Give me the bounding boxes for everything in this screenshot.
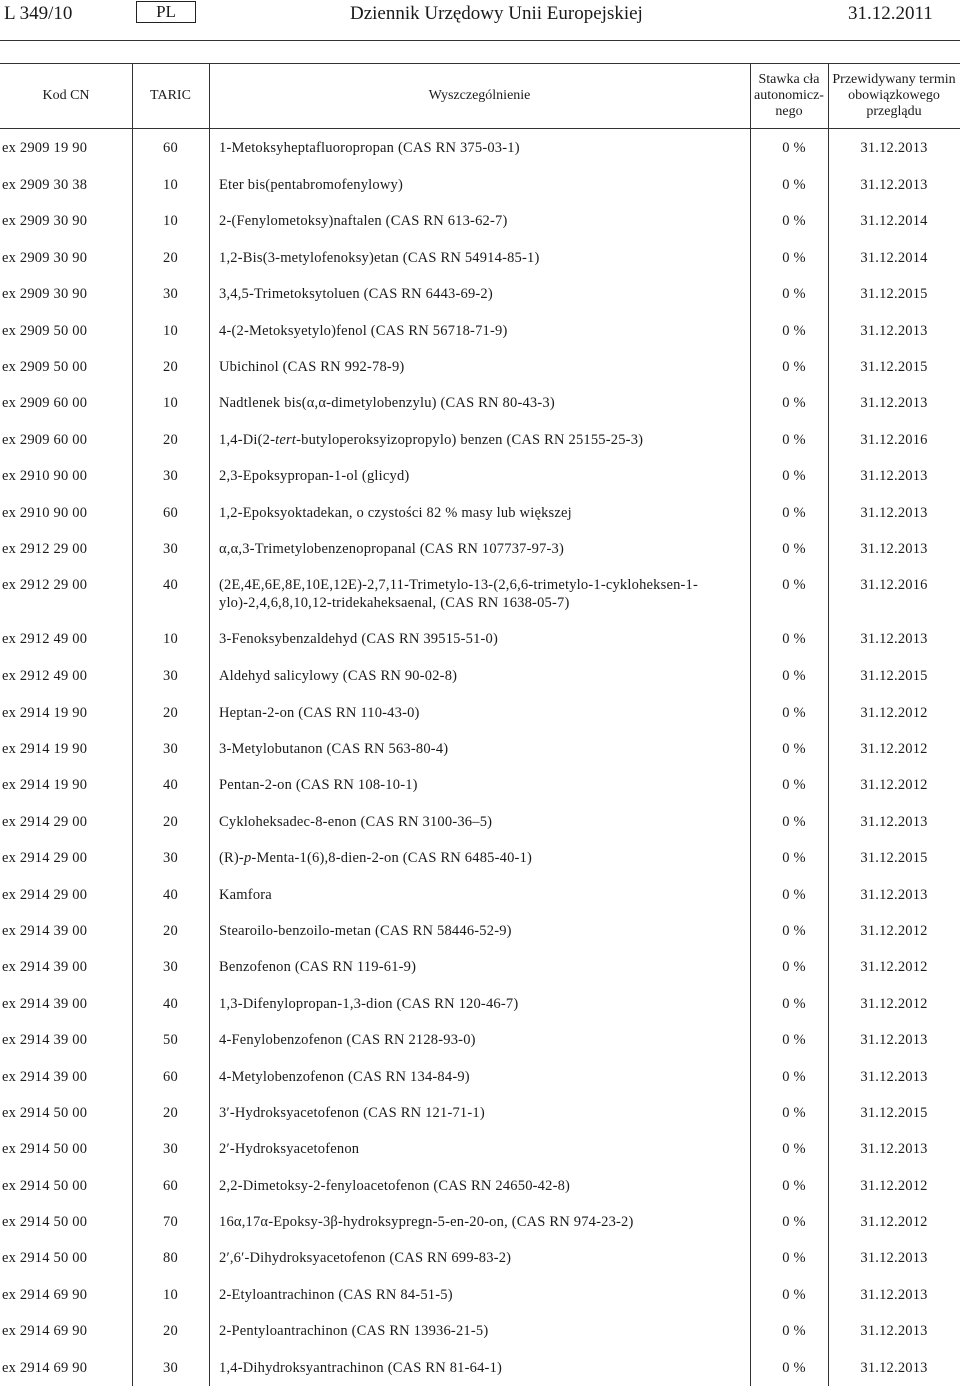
duty-rate-cell: 0 % xyxy=(782,850,806,866)
description-cell: 3-Fenoksybenzaldehyd (CAS RN 39515-51-0) xyxy=(219,631,499,647)
taric-code-cell: 20 xyxy=(163,1105,178,1121)
taric-code-cell: 30 xyxy=(163,1141,178,1157)
column-divider xyxy=(209,63,210,1386)
header-rule xyxy=(0,40,960,41)
description-cell: 2-(Fenylometoksy)naftalen (CAS RN 613-62-7) xyxy=(219,213,508,229)
taric-code-cell: 20 xyxy=(163,705,178,721)
duty-rate-cell: 0 % xyxy=(782,887,806,903)
description-cell: 3-Metylobutanon (CAS RN 563-80-4) xyxy=(219,741,449,757)
duty-rate-cell: 0 % xyxy=(782,468,806,484)
cn-code-cell: ex 2914 39 00 xyxy=(2,1069,88,1085)
duty-rate-cell: 0 % xyxy=(782,432,806,448)
description-cell: (2E,4E,6E,8E,10E,12E)-2,7,11-Trimetylo-13-(2,6,6-trimetylo-1-cykloheksen-1-ylo)-2,4,6,8,10,12-tridekaheksaenal, (CAS RN 1638-05-7) xyxy=(219,577,699,611)
description-cell: 4-(2-Metoksyetylo)fenol (CAS RN 56718-71-9) xyxy=(219,323,508,339)
cn-code-cell: ex 2914 29 00 xyxy=(2,887,88,903)
description-cell: 16α,17α-Epoksy-3β-hydroksypregn-5-en-20-on, (CAS RN 974-23-2) xyxy=(219,1214,634,1230)
description-cell: 2-Etyloantrachinon (CAS RN 84-51-5) xyxy=(219,1287,453,1303)
description-cell xyxy=(219,431,749,449)
taric-code-cell: 10 xyxy=(163,395,178,411)
review-date-cell: 31.12.2015 xyxy=(860,359,928,375)
cn-code-cell: ex 2914 29 00 xyxy=(2,850,88,866)
taric-code-cell: 60 xyxy=(163,140,178,156)
description-cell: Nadtlenek bis(α,α-dimetylobenzylu) (CAS RN 80-43-3) xyxy=(219,395,555,411)
review-date-cell: 31.12.2013 xyxy=(860,1287,928,1303)
taric-code-cell: 30 xyxy=(163,541,178,557)
duty-rate-cell: 0 % xyxy=(782,959,806,975)
taric-code-cell: 40 xyxy=(163,887,178,903)
review-date-cell: 31.12.2015 xyxy=(860,286,928,302)
taric-code-cell: 10 xyxy=(163,213,178,229)
duty-rate-cell: 0 % xyxy=(782,1105,806,1121)
duty-rate-cell: 0 % xyxy=(782,541,806,557)
cn-code-cell: ex 2914 39 00 xyxy=(2,923,88,939)
taric-code-cell: 80 xyxy=(163,1250,178,1266)
cn-code-cell: ex 2909 30 90 xyxy=(2,286,88,302)
cn-code-cell: ex 2914 50 00 xyxy=(2,1250,88,1266)
description-cell: 1,3-Difenylopropan-1,3-dion (CAS RN 120-46-7) xyxy=(219,996,519,1012)
description-cell: 2′,6′-Dihydroksyacetofenon (CAS RN 699-83-2) xyxy=(219,1250,512,1266)
review-date-cell: 31.12.2015 xyxy=(860,668,928,684)
cn-code-cell: ex 2910 90 00 xyxy=(2,468,88,484)
description-text: (R)- xyxy=(219,850,244,866)
description-cell: 3,4,5-Trimetoksytoluen (CAS RN 6443-69-2) xyxy=(219,286,493,302)
review-date-cell: 31.12.2012 xyxy=(860,1178,928,1194)
cn-code-cell: ex 2910 90 00 xyxy=(2,505,88,521)
description-cell: Eter bis(pentabromofenylowy) xyxy=(219,177,403,193)
cn-code-cell: ex 2909 30 90 xyxy=(2,250,88,266)
cn-code-cell: ex 2914 50 00 xyxy=(2,1214,88,1230)
description-cell: 1,4-Dihydroksyantrachinon (CAS RN 81-64-1) xyxy=(219,1360,503,1376)
duty-rate-cell: 0 % xyxy=(782,777,806,793)
page-header xyxy=(0,0,960,40)
duty-rate-cell: 0 % xyxy=(782,631,806,647)
duty-rate-cell: 0 % xyxy=(782,140,806,156)
description-text: -butyloperoksyizopropylo) benzen (CAS RN 25155-25-3) xyxy=(296,432,644,448)
cn-code-cell: ex 2909 60 00 xyxy=(2,432,88,448)
review-date-cell: 31.12.2012 xyxy=(860,705,928,721)
description-cell: 2′-Hydroksyacetofenon xyxy=(219,1141,360,1157)
cn-code-cell: ex 2914 39 00 xyxy=(2,1032,88,1048)
duty-rate-cell: 0 % xyxy=(782,577,806,593)
taric-code-cell: 20 xyxy=(163,250,178,266)
review-date-cell: 31.12.2013 xyxy=(860,1141,928,1157)
review-date-cell: 31.12.2014 xyxy=(860,250,928,266)
page-number: L 349/10 xyxy=(4,3,73,24)
description-cell: Aldehyd salicylowy (CAS RN 90-02-8) xyxy=(219,668,458,684)
column-header-review-date: Przewidywany termin obowiązkowego przeglądu xyxy=(832,71,956,119)
taric-code-cell: 30 xyxy=(163,668,178,684)
description-italic-text: p xyxy=(243,850,252,866)
duty-rate-cell: 0 % xyxy=(782,250,806,266)
cn-code-cell: ex 2914 19 90 xyxy=(2,705,88,721)
description-text: -Menta-1(6),8-dien-2-on (CAS RN 6485-40-1) xyxy=(251,850,533,866)
duty-rate-cell: 0 % xyxy=(782,741,806,757)
review-date-cell: 31.12.2013 xyxy=(860,395,928,411)
review-date-cell: 31.12.2013 xyxy=(860,1250,928,1266)
cn-code-cell: ex 2909 30 38 xyxy=(2,177,88,193)
table-header-rule xyxy=(0,128,960,129)
taric-code-cell: 70 xyxy=(163,1214,178,1230)
cn-code-cell: ex 2909 30 90 xyxy=(2,213,88,229)
duty-rate-cell: 0 % xyxy=(782,996,806,1012)
review-date-cell: 31.12.2016 xyxy=(860,577,928,593)
cn-code-cell: ex 2914 19 90 xyxy=(2,741,88,757)
cn-code-cell: ex 2909 50 00 xyxy=(2,323,88,339)
description-cell: 4-Metylobenzofenon (CAS RN 134-84-9) xyxy=(219,1069,470,1085)
duty-rate-cell: 0 % xyxy=(782,286,806,302)
cn-code-cell: ex 2914 39 00 xyxy=(2,959,88,975)
description-cell: 3′-Hydroksyacetofenon (CAS RN 121-71-1) xyxy=(219,1105,485,1121)
taric-code-cell: 60 xyxy=(163,1178,178,1194)
cn-code-cell: ex 2912 29 00 xyxy=(2,577,88,593)
duty-rate-cell: 0 % xyxy=(782,1287,806,1303)
description-cell: 2,3-Epoksypropan-1-ol (glicyd) xyxy=(219,468,410,484)
description-cell: Pentan-2-on (CAS RN 108-10-1) xyxy=(219,777,418,793)
review-date-cell: 31.12.2016 xyxy=(860,432,928,448)
duty-rate-cell: 0 % xyxy=(782,1250,806,1266)
duty-rate-cell: 0 % xyxy=(782,395,806,411)
description-cell: Kamfora xyxy=(219,887,272,903)
taric-code-cell: 30 xyxy=(163,468,178,484)
column-header-duty-rate: Stawka cła autonomicz-nego xyxy=(754,71,824,119)
cn-code-cell: ex 2909 19 90 xyxy=(2,140,88,156)
review-date-cell: 31.12.2014 xyxy=(860,213,928,229)
description-cell: 2,2-Dimetoksy-2-fenyloacetofenon (CAS RN 24650-42-8) xyxy=(219,1178,571,1194)
taric-code-cell: 40 xyxy=(163,777,178,793)
duty-rate-cell: 0 % xyxy=(782,505,806,521)
cn-code-cell: ex 2912 49 00 xyxy=(2,668,88,684)
duty-rate-cell: 0 % xyxy=(782,359,806,375)
review-date-cell: 31.12.2012 xyxy=(860,1214,928,1230)
taric-code-cell: 10 xyxy=(163,177,178,193)
column-header-description: Wyszczególnienie xyxy=(428,87,531,103)
duty-rate-cell: 0 % xyxy=(782,1360,806,1376)
review-date-cell: 31.12.2012 xyxy=(860,741,928,757)
duty-rate-cell: 0 % xyxy=(782,668,806,684)
review-date-cell: 31.12.2013 xyxy=(860,468,928,484)
review-date-cell: 31.12.2013 xyxy=(860,1323,928,1339)
column-header-cn: Kod CN xyxy=(42,87,90,103)
duty-rate-cell: 0 % xyxy=(782,213,806,229)
description-cell: Stearoilo-benzoilo-metan (CAS RN 58446-52-9) xyxy=(219,923,512,939)
taric-code-cell: 20 xyxy=(163,432,178,448)
cn-code-cell: ex 2914 50 00 xyxy=(2,1141,88,1157)
description-cell: 1,2-Bis(3-metylofenoksy)etan (CAS RN 54914-85-1) xyxy=(219,250,540,266)
column-divider xyxy=(132,63,133,1386)
taric-code-cell: 20 xyxy=(163,923,178,939)
review-date-cell: 31.12.2015 xyxy=(860,850,928,866)
cn-code-cell: ex 2909 60 00 xyxy=(2,395,88,411)
description-cell: 1,2-Epoksyoktadekan, o czystości 82 % masy lub większej xyxy=(219,505,572,521)
review-date-cell: 31.12.2013 xyxy=(860,631,928,647)
taric-code-cell: 40 xyxy=(163,996,178,1012)
description-cell: 1-Metoksyheptafluoropropan (CAS RN 375-03-1) xyxy=(219,140,520,156)
description-cell: 2-Pentyloantrachinon (CAS RN 13936-21-5) xyxy=(219,1323,489,1339)
cn-code-cell: ex 2909 50 00 xyxy=(2,359,88,375)
description-cell: 4-Fenylobenzofenon (CAS RN 2128-93-0) xyxy=(219,1032,476,1048)
issue-date: 31.12.2011 xyxy=(848,3,933,24)
description-cell: α,α,3-Trimetylobenzenopropanal (CAS RN 107737-97-3) xyxy=(219,541,565,557)
cn-code-cell: ex 2912 29 00 xyxy=(2,541,88,557)
taric-code-cell: 60 xyxy=(163,505,178,521)
cn-code-cell: ex 2914 19 90 xyxy=(2,777,88,793)
review-date-cell: 31.12.2013 xyxy=(860,541,928,557)
duty-rate-cell: 0 % xyxy=(782,1069,806,1085)
column-divider xyxy=(750,63,751,1386)
taric-code-cell: 30 xyxy=(163,286,178,302)
review-date-cell: 31.12.2013 xyxy=(860,1032,928,1048)
duty-rate-cell: 0 % xyxy=(782,923,806,939)
cn-code-cell: ex 2914 69 90 xyxy=(2,1323,88,1339)
description-cell: Ubichinol (CAS RN 992-78-9) xyxy=(219,359,405,375)
language-code-box: PL xyxy=(136,1,196,23)
review-date-cell: 31.12.2013 xyxy=(860,505,928,521)
review-date-cell: 31.12.2013 xyxy=(860,1069,928,1085)
cn-code-cell: ex 2912 49 00 xyxy=(2,631,88,647)
journal-title: Dziennik Urzędowy Unii Europejskiej xyxy=(350,3,643,24)
taric-code-cell: 30 xyxy=(163,1360,178,1376)
duty-rate-cell: 0 % xyxy=(782,1141,806,1157)
review-date-cell: 31.12.2013 xyxy=(860,177,928,193)
review-date-cell: 31.12.2012 xyxy=(860,996,928,1012)
cn-code-cell: ex 2914 50 00 xyxy=(2,1105,88,1121)
cn-code-cell: ex 2914 69 90 xyxy=(2,1360,88,1376)
taric-code-cell: 10 xyxy=(163,631,178,647)
review-date-cell: 31.12.2013 xyxy=(860,887,928,903)
taric-code-cell: 40 xyxy=(163,577,178,593)
review-date-cell: 31.12.2013 xyxy=(860,814,928,830)
taric-code-cell: 20 xyxy=(163,359,178,375)
cn-code-cell: ex 2914 39 00 xyxy=(2,996,88,1012)
taric-code-cell: 30 xyxy=(163,741,178,757)
taric-code-cell: 60 xyxy=(163,1069,178,1085)
duty-rate-cell: 0 % xyxy=(782,177,806,193)
description-italic-text: tert xyxy=(275,432,297,448)
description-cell: Benzofenon (CAS RN 119-61-9) xyxy=(219,959,417,975)
taric-code-cell: 30 xyxy=(163,850,178,866)
duty-rate-cell: 0 % xyxy=(782,323,806,339)
duty-rate-cell: 0 % xyxy=(782,1178,806,1194)
duty-rate-cell: 0 % xyxy=(782,1214,806,1230)
cn-code-cell: ex 2914 69 90 xyxy=(2,1287,88,1303)
cn-code-cell: ex 2914 29 00 xyxy=(2,814,88,830)
column-header-taric: TARIC xyxy=(150,87,191,103)
description-cell: Heptan-2-on (CAS RN 110-43-0) xyxy=(219,705,420,721)
description-text: 1,4-Di(2- xyxy=(219,432,276,448)
review-date-cell: 31.12.2015 xyxy=(860,1105,928,1121)
taric-code-cell: 10 xyxy=(163,1287,178,1303)
duty-rate-cell: 0 % xyxy=(782,1032,806,1048)
review-date-cell: 31.12.2012 xyxy=(860,959,928,975)
taric-code-cell: 20 xyxy=(163,814,178,830)
description-cell: Cykloheksadec-8-enon (CAS RN 3100-36–5) xyxy=(219,814,493,830)
review-date-cell: 31.12.2013 xyxy=(860,140,928,156)
review-date-cell: 31.12.2012 xyxy=(860,777,928,793)
taric-code-cell: 10 xyxy=(163,323,178,339)
review-date-cell: 31.12.2013 xyxy=(860,1360,928,1376)
duty-rate-cell: 0 % xyxy=(782,814,806,830)
taric-code-cell: 20 xyxy=(163,1323,178,1339)
description-cell xyxy=(219,849,749,867)
review-date-cell: 31.12.2012 xyxy=(860,923,928,939)
cn-code-cell: ex 2914 50 00 xyxy=(2,1178,88,1194)
review-date-cell: 31.12.2013 xyxy=(860,323,928,339)
taric-code-cell: 30 xyxy=(163,959,178,975)
duty-rate-cell: 0 % xyxy=(782,705,806,721)
taric-code-cell: 50 xyxy=(163,1032,178,1048)
duty-rate-cell: 0 % xyxy=(782,1323,806,1339)
